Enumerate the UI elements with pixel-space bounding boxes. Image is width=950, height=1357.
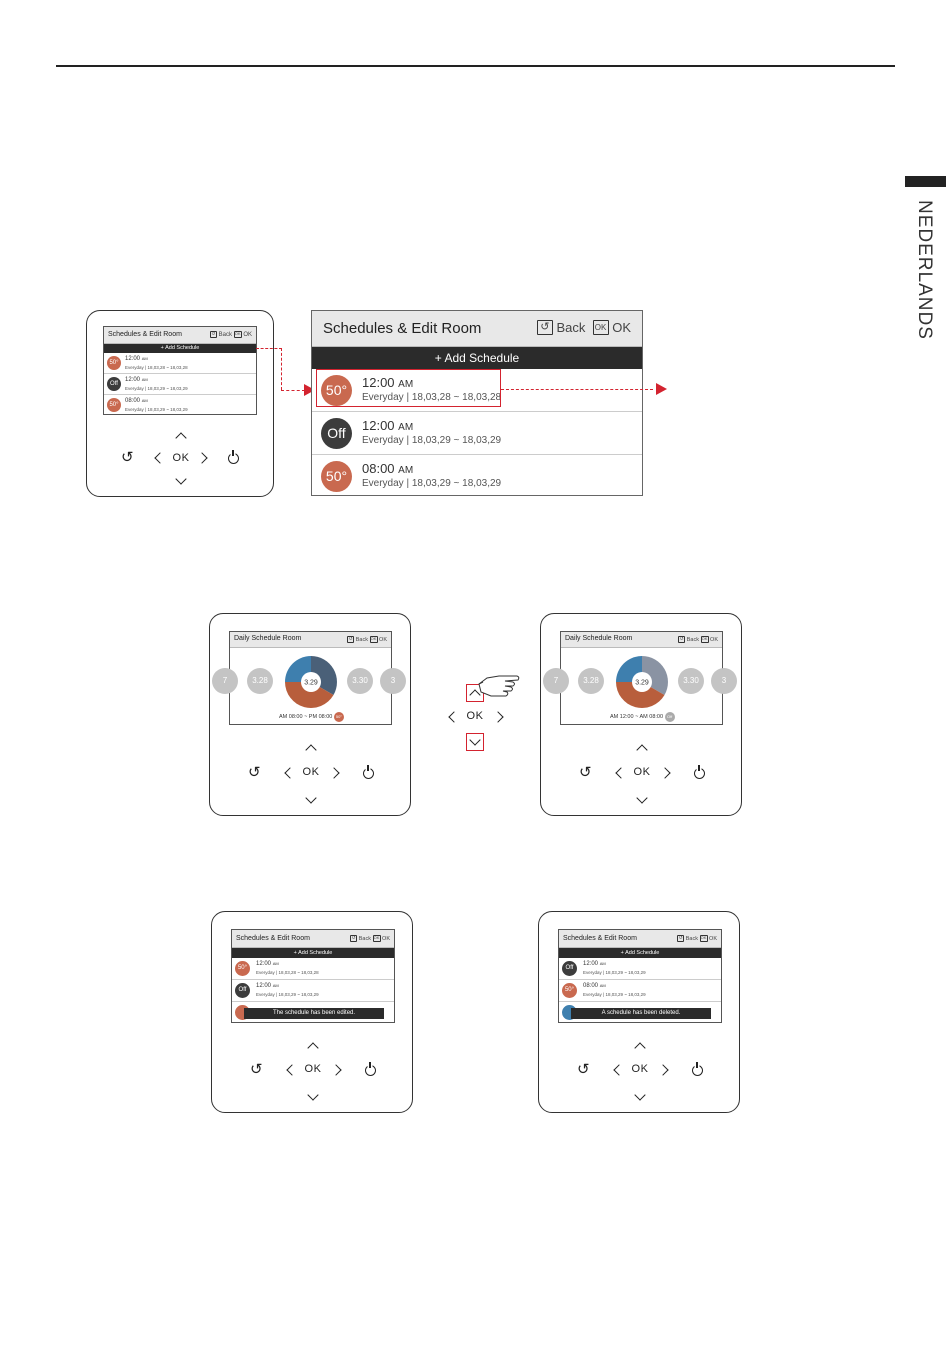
right-key-icon[interactable] <box>330 1064 341 1075</box>
left-key-icon[interactable] <box>448 711 459 722</box>
up-key-icon[interactable] <box>634 1042 645 1053</box>
schedule-row[interactable] <box>559 980 721 1002</box>
ok-label: OK <box>709 935 717 942</box>
power-key-icon[interactable] <box>365 1065 376 1076</box>
ok-label: OK <box>243 331 252 338</box>
date-circle[interactable]: 3.30 <box>678 668 704 694</box>
date-circle[interactable]: 3.30 <box>347 668 373 694</box>
off-badge: Off <box>235 983 250 998</box>
schedule-row[interactable] <box>232 958 394 980</box>
daily-schedule-screen <box>553 631 727 725</box>
back-key-icon: ↺ <box>351 935 356 941</box>
screen-header-buttons <box>350 935 390 942</box>
selected-row-highlight <box>316 369 501 407</box>
temperature-badge: 50° <box>235 961 250 976</box>
date-circle[interactable]: 3.28 <box>247 668 273 694</box>
up-key-icon[interactable] <box>307 1042 318 1053</box>
schedule-range: Everyday | 18,03,28 ~ 18,03,28 <box>256 970 319 975</box>
back-label: Back <box>358 935 371 942</box>
temperature-badge: 50° <box>107 356 121 370</box>
power-key-icon[interactable] <box>694 768 705 779</box>
header-rule <box>56 65 895 67</box>
schedule-row[interactable] <box>104 395 256 416</box>
add-schedule-button[interactable]: + Add Schedule <box>312 347 642 369</box>
controller-device-deleted <box>538 911 740 1113</box>
right-key-icon[interactable] <box>196 452 207 463</box>
screen-header-buttons <box>677 935 717 942</box>
center-date: 3.29 <box>304 679 318 687</box>
schedule-row[interactable] <box>312 412 642 455</box>
add-schedule-button[interactable]: + Add Schedule <box>559 948 721 958</box>
back-label: Back <box>355 636 368 643</box>
schedule-time: 12:00 AM <box>256 983 279 989</box>
back-key-icon[interactable]: ↺ <box>579 764 592 781</box>
ok-label: OK <box>382 935 390 942</box>
temperature-badge: 50° <box>321 375 352 406</box>
callout-line <box>281 390 305 391</box>
schedule-range: Everyday | 18,03,29 ~ 18,03,29 <box>583 992 646 997</box>
controller-device-edited <box>211 911 413 1113</box>
back-key-icon: ↺ <box>537 320 553 335</box>
screen-header <box>561 632 722 648</box>
schedule-row[interactable] <box>232 980 394 1002</box>
screen-title: Daily Schedule Room <box>565 635 633 642</box>
controller-screen <box>558 929 722 1023</box>
back-label: Back <box>556 320 586 335</box>
hand-pointer-icon <box>477 672 521 702</box>
power-key-icon[interactable] <box>363 768 374 779</box>
date-circle[interactable]: 3 <box>380 668 406 694</box>
ok-key-icon: OK <box>370 636 377 641</box>
schedule-time: 12:00 AM <box>256 961 279 967</box>
date-circle[interactable]: 7 <box>212 668 238 694</box>
right-key-icon[interactable] <box>328 767 339 778</box>
temperature-badge: 50° <box>334 712 344 722</box>
toast-message: The schedule has been edited. <box>244 1008 384 1019</box>
back-key-icon: ↺ <box>348 636 353 642</box>
schedule-range: Everyday | 18,03,28 ~ 18,03,28 <box>125 365 188 370</box>
screen-title: Schedules & Edit Room <box>563 935 637 942</box>
schedule-range: Everyday | 18,03,29 ~ 18,03,29 <box>362 478 502 489</box>
left-key-icon[interactable] <box>286 1064 297 1075</box>
ok-key[interactable]: OK <box>304 1063 322 1075</box>
screen-title: Schedules & Edit Room <box>323 320 482 337</box>
down-key-icon[interactable] <box>305 792 316 803</box>
schedule-caption: AM 08:00 ~ PM 08:00 50° <box>279 714 342 720</box>
add-schedule-button[interactable]: + Add Schedule <box>104 344 256 353</box>
screen-title: Schedules & Edit Room <box>108 331 182 338</box>
schedule-time: 08:00 AM <box>583 983 606 989</box>
temperature-badge: 50° <box>562 983 577 998</box>
schedule-range: Everyday | 18,03,29 ~ 18,03,29 <box>362 435 502 446</box>
schedule-range: Everyday | 18,03,29 ~ 18,03,29 <box>583 970 646 975</box>
date-circle[interactable]: 7 <box>543 668 569 694</box>
left-key-icon[interactable] <box>284 767 295 778</box>
schedule-row[interactable] <box>559 958 721 980</box>
ok-key[interactable]: OK <box>302 766 320 778</box>
schedule-time: 12:00 AM <box>583 961 606 967</box>
schedule-row[interactable] <box>104 374 256 395</box>
back-label: Back <box>218 331 232 338</box>
schedule-pie-chart[interactable] <box>284 655 338 709</box>
ok-key-icon: OK <box>234 331 241 336</box>
right-key-icon[interactable] <box>492 711 503 722</box>
schedule-row[interactable] <box>312 455 642 497</box>
screen-header-buttons <box>347 636 387 643</box>
down-key-icon[interactable] <box>636 792 647 803</box>
back-key-icon[interactable]: ↺ <box>250 1061 263 1078</box>
controller-screen <box>231 929 395 1023</box>
schedule-caption: AM 12:00 ~ AM 08:00 Off <box>610 712 675 722</box>
back-key-icon: ↺ <box>679 636 684 642</box>
controller-device-daily-before <box>209 613 411 816</box>
ok-key[interactable]: OK <box>631 1063 649 1075</box>
ok-key[interactable]: OK <box>633 766 651 778</box>
screen-header <box>559 930 721 948</box>
temperature-badge: 50° <box>107 398 121 412</box>
left-key-icon[interactable] <box>613 1064 624 1075</box>
schedule-time: 12:00 AM <box>362 375 414 390</box>
screen-header <box>232 930 394 948</box>
controller-device-daily-after <box>540 613 742 816</box>
back-key-icon[interactable]: ↺ <box>577 1061 590 1078</box>
ok-key-icon: OK <box>593 320 609 335</box>
temperature-badge: 50° <box>321 461 352 492</box>
off-badge: Off <box>562 961 577 976</box>
back-key-icon: ↺ <box>211 331 216 337</box>
schedule-range: Everyday | 18,03,29 ~ 18,03,29 <box>125 407 188 412</box>
schedule-row[interactable] <box>104 353 256 374</box>
screen-header-buttons <box>678 636 718 643</box>
callout-line <box>281 348 282 390</box>
off-badge: Off <box>321 418 352 449</box>
screen-title: Daily Schedule Room <box>234 635 302 642</box>
callout-line <box>501 389 653 390</box>
right-key-icon[interactable] <box>659 767 670 778</box>
controller-screen <box>103 326 257 415</box>
ok-key-icon: OK <box>373 935 380 940</box>
schedule-time: 12:00 AM <box>125 356 148 362</box>
center-date: 3.29 <box>635 679 649 687</box>
screen-header-buttons <box>210 331 252 338</box>
down-key-icon[interactable] <box>634 1089 645 1100</box>
screen-header-buttons <box>537 320 631 335</box>
back-key-icon[interactable]: ↺ <box>121 449 134 466</box>
schedule-time: 08:00 AM <box>125 398 148 404</box>
add-schedule-button[interactable]: + Add Schedule <box>232 948 394 958</box>
schedule-time: 12:00 AM <box>125 377 148 383</box>
ok-key-icon: OK <box>700 935 707 940</box>
down-key-icon[interactable] <box>307 1089 318 1100</box>
toast-message: A schedule has been deleted. <box>571 1008 711 1019</box>
date-circle[interactable]: 3.28 <box>578 668 604 694</box>
controller-device-list <box>86 310 274 497</box>
schedule-range: Everyday | 18,03,28 ~ 18,03,28 <box>362 392 502 403</box>
power-key-icon[interactable] <box>228 453 239 464</box>
screen-header <box>104 327 256 344</box>
ok-key[interactable]: OK <box>172 452 190 464</box>
schedule-time: 12:00 AM <box>362 418 414 433</box>
off-badge: Off <box>107 377 121 391</box>
up-key-icon[interactable] <box>175 432 186 443</box>
down-key-icon[interactable] <box>175 473 186 484</box>
up-key-icon[interactable] <box>305 744 316 755</box>
ok-label: OK <box>710 636 718 643</box>
back-label: Back <box>685 935 698 942</box>
back-key-icon: ↺ <box>678 935 683 941</box>
power-key-icon[interactable] <box>692 1065 703 1076</box>
right-key-icon[interactable] <box>657 1064 668 1075</box>
callout-line <box>256 348 282 349</box>
left-key-icon[interactable] <box>154 452 165 463</box>
daily-schedule-screen <box>222 631 396 725</box>
callout-arrow-icon <box>656 383 667 395</box>
left-key-icon[interactable] <box>615 767 626 778</box>
ok-key-icon: OK <box>701 636 708 641</box>
schedule-range: Everyday | 18,03,29 ~ 18,03,29 <box>125 386 188 391</box>
up-key-icon[interactable] <box>636 744 647 755</box>
ok-key[interactable]: OK <box>466 710 484 722</box>
back-key-icon[interactable]: ↺ <box>248 764 261 781</box>
screen-title: Schedules & Edit Room <box>236 935 310 942</box>
language-tab-bar <box>905 176 946 187</box>
ok-label: OK <box>612 320 631 335</box>
off-badge: Off <box>665 712 675 722</box>
schedule-pie-chart[interactable] <box>615 655 669 709</box>
ok-label: OK <box>379 636 387 643</box>
back-label: Back <box>686 636 699 643</box>
screen-header <box>312 311 642 347</box>
language-tab-label: NEDERLANDS <box>914 200 935 340</box>
screen-header <box>230 632 391 648</box>
schedule-range: Everyday | 18,03,29 ~ 18,03,29 <box>256 992 319 997</box>
date-circle[interactable]: 3 <box>711 668 737 694</box>
schedule-time: 08:00 AM <box>362 461 414 476</box>
